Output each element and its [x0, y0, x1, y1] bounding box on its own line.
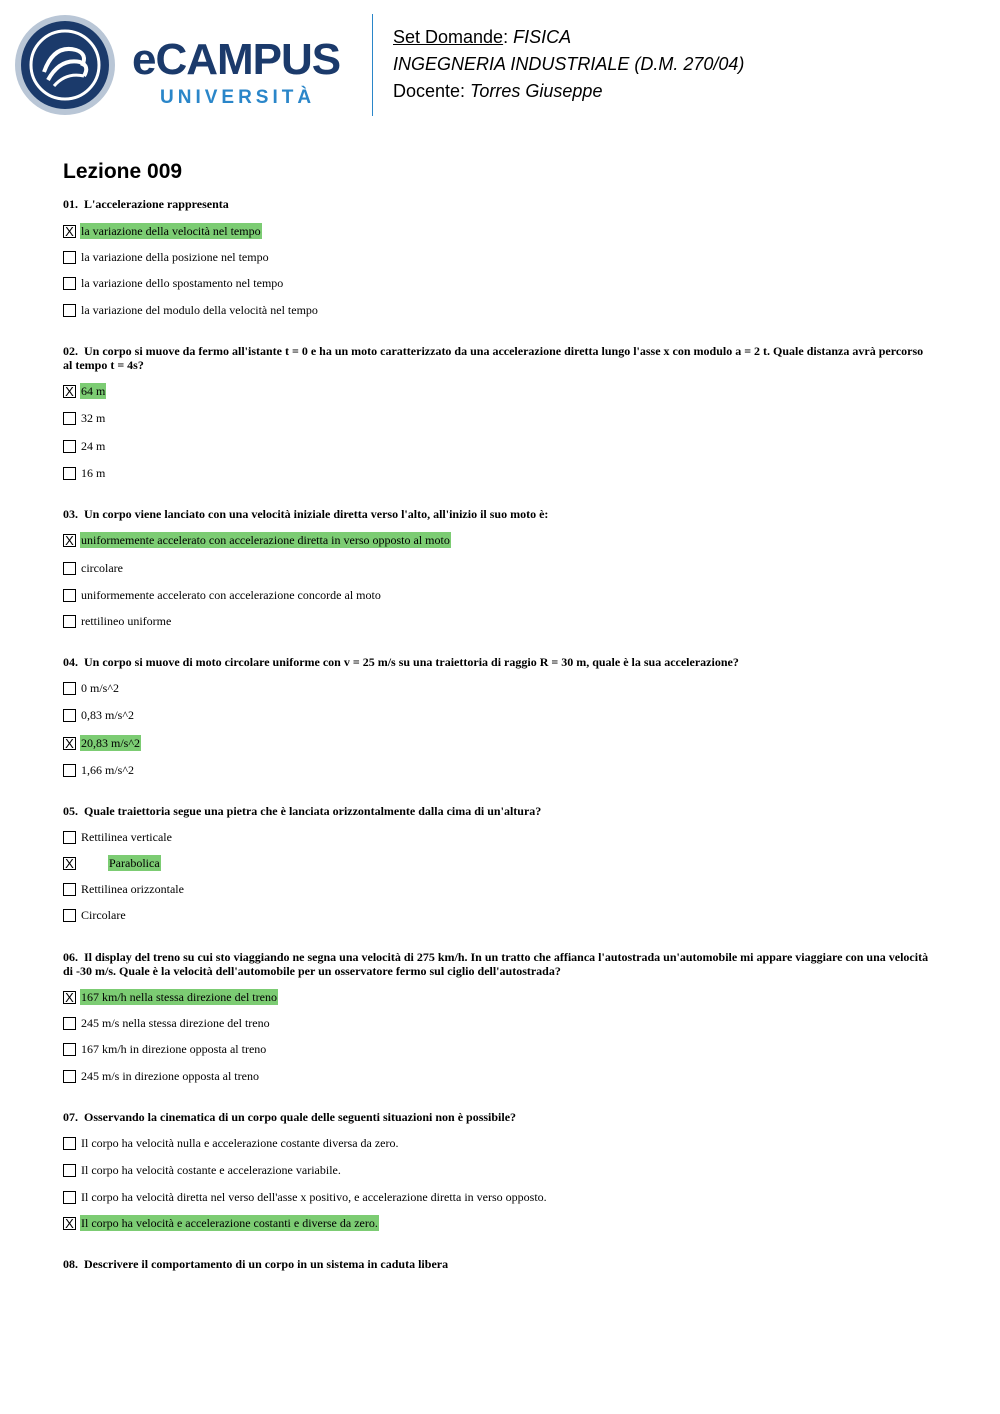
question-title — [63, 804, 933, 818]
checkbox[interactable]: X — [63, 1217, 76, 1230]
subject: FISICA — [513, 27, 572, 47]
set-separator: : — [503, 27, 514, 47]
answer-text: 24 m — [81, 439, 106, 453]
brand-name: eCAMPUS — [132, 35, 341, 84]
answer-text: 16 m — [81, 466, 106, 480]
answer-text: 167 km/h in direzione opposta al treno — [81, 1042, 267, 1056]
question-title — [63, 1110, 933, 1124]
checkbox[interactable] — [63, 562, 76, 575]
answer-option[interactable] — [63, 762, 135, 778]
ecampus-logo-icon — [14, 14, 116, 116]
question-title — [63, 950, 933, 978]
question-number: 06. — [63, 950, 78, 964]
answer-text: 0 m/s^2 — [81, 681, 119, 695]
answer-text: uniformemente accelerato con accelerazione diretta in verso opposto al moto — [81, 533, 450, 547]
answer-option[interactable] — [63, 680, 120, 696]
checkbox[interactable] — [63, 1137, 76, 1150]
question-text: Un corpo si muove da fermo all'istante t = 0 e ha un moto caratterizzato da una accelerazione diretta lungo l'asse x con modulo a = 2 t. Quale distanza avrà percorso al tempo t = 4s? — [63, 344, 924, 372]
answer-option[interactable] — [63, 855, 161, 871]
teacher-line — [393, 78, 744, 105]
checkbox[interactable] — [63, 277, 76, 290]
answer-option[interactable] — [63, 881, 185, 897]
answer-option[interactable] — [63, 438, 106, 454]
answer-option[interactable] — [63, 907, 127, 923]
answer-text: Parabolica — [109, 856, 160, 870]
answer-option[interactable] — [63, 1041, 267, 1057]
answer-option[interactable] — [63, 707, 135, 723]
question-title — [63, 507, 933, 521]
checkbox[interactable] — [63, 682, 76, 695]
question-text: Descrivere il comportamento di un corpo in un sistema in caduta libera — [84, 1257, 449, 1271]
question-title — [63, 344, 933, 372]
set-line — [393, 24, 744, 51]
question-text: Il display del treno su cui sto viaggiando ne segna una velocità di 275 km/h. In un tratto che affianca l'autostrada un'automobile mi appare viaggiare con una velocità di -30 m/s. Quale è la velocità dell'automobile per un osservatore fermo sul ciglio dell'autostrada? — [63, 950, 929, 978]
question-text: L'accelerazione rappresenta — [84, 197, 229, 211]
answer-text: Circolare — [81, 908, 126, 922]
checkbox[interactable] — [63, 1070, 76, 1083]
question-text: Osservando la cinematica di un corpo quale delle seguenti situazioni non è possibile? — [84, 1110, 517, 1124]
answer-option[interactable] — [63, 410, 106, 426]
answer-text: 20,83 m/s^2 — [81, 736, 140, 750]
answer-option[interactable] — [63, 989, 278, 1005]
checkbox[interactable]: X — [63, 857, 76, 870]
checkbox[interactable] — [63, 467, 76, 480]
checkbox[interactable]: X — [63, 225, 76, 238]
teacher-name: Torres Giuseppe — [470, 81, 603, 101]
checkbox[interactable]: X — [63, 991, 76, 1004]
checkbox[interactable] — [63, 909, 76, 922]
answer-option[interactable] — [63, 613, 172, 629]
answer-text: Il corpo ha velocità diretta nel verso dell'asse x positivo, e accelerazione diretta in verso opposto. — [81, 1190, 547, 1204]
answer-text: la variazione della posizione nel tempo — [81, 250, 269, 264]
answer-option[interactable] — [63, 587, 382, 603]
answer-text: la variazione della velocità nel tempo — [81, 224, 261, 238]
answer-text: circolare — [81, 561, 123, 575]
checkbox[interactable] — [63, 589, 76, 602]
lesson-title: Lezione 009 — [63, 160, 183, 183]
question-number: 08. — [63, 1257, 78, 1271]
brand-subtitle: UNIVERSITÀ — [160, 87, 316, 108]
answer-option[interactable] — [63, 532, 451, 548]
checkbox[interactable] — [63, 304, 76, 317]
checkbox[interactable] — [63, 251, 76, 264]
checkbox[interactable]: X — [63, 385, 76, 398]
answer-option[interactable] — [63, 465, 106, 481]
question-number: 03. — [63, 507, 78, 521]
answer-option[interactable] — [63, 275, 284, 291]
answer-text: 64 m — [81, 384, 106, 398]
checkbox[interactable] — [63, 883, 76, 896]
set-label: Set Domande — [393, 27, 504, 47]
set-info — [393, 24, 744, 105]
question-title — [63, 1257, 933, 1271]
answer-option[interactable] — [63, 1135, 400, 1151]
question-text: Quale traiettoria segue una pietra che è lanciata orizzontalmente dalla cima di un'altura? — [84, 804, 542, 818]
page-header — [0, 0, 1000, 130]
header-divider — [372, 14, 373, 116]
answer-option[interactable] — [63, 560, 124, 576]
answer-option[interactable] — [63, 223, 262, 239]
answer-option[interactable] — [63, 829, 173, 845]
answer-text: 32 m — [81, 411, 106, 425]
answer-text: la variazione dello spostamento nel tempo — [81, 276, 284, 290]
answer-text: uniformemente accelerato con accelerazione concorde al moto — [81, 588, 381, 602]
answer-option[interactable] — [63, 735, 141, 751]
checkbox[interactable] — [63, 615, 76, 628]
answer-option[interactable] — [63, 1215, 379, 1231]
checkbox[interactable] — [63, 709, 76, 722]
answer-option[interactable] — [63, 249, 270, 265]
answer-text: la variazione del modulo della velocità nel tempo — [81, 303, 318, 317]
question-title — [63, 197, 933, 211]
checkbox[interactable] — [63, 831, 76, 844]
answer-text: Il corpo ha velocità nulla e accelerazione costante diversa da zero. — [81, 1136, 399, 1150]
answer-option[interactable] — [63, 1068, 260, 1084]
question-text: Un corpo si muove di moto circolare uniforme con v = 25 m/s su una traiettoria di raggio R = 30 m, quale è la sua accelerazione? — [84, 655, 739, 669]
answer-text: Il corpo ha velocità e accelerazione costanti e diverse da zero. — [81, 1216, 378, 1230]
answer-text: Rettilinea verticale — [81, 830, 172, 844]
checkbox[interactable]: X — [63, 534, 76, 547]
checkbox[interactable] — [63, 764, 76, 777]
answer-text: 0,83 m/s^2 — [81, 708, 134, 722]
course-line — [393, 51, 744, 78]
answer-text: 167 km/h nella stessa direzione del treno — [81, 990, 277, 1004]
checkbox[interactable] — [63, 412, 76, 425]
question-number: 04. — [63, 655, 78, 669]
answer-text: rettilineo uniforme — [81, 614, 172, 628]
checkbox[interactable]: X — [63, 737, 76, 750]
answer-text: 245 m/s in direzione opposta al treno — [81, 1069, 259, 1083]
answer-text: 245 m/s nella stessa direzione del treno — [81, 1016, 270, 1030]
question-number: 07. — [63, 1110, 78, 1124]
answer-option[interactable] — [63, 302, 319, 318]
checkbox[interactable] — [63, 1191, 76, 1204]
checkbox[interactable] — [63, 1043, 76, 1056]
answer-text: Rettilinea orizzontale — [81, 882, 184, 896]
answer-option[interactable] — [63, 1015, 271, 1031]
question-title — [63, 655, 933, 669]
checkbox[interactable] — [63, 1164, 76, 1177]
answer-text: Il corpo ha velocità costante e accelerazione variabile. — [81, 1163, 341, 1177]
answer-option[interactable] — [63, 383, 106, 399]
answer-text: 1,66 m/s^2 — [81, 763, 134, 777]
answer-option[interactable] — [63, 1162, 342, 1178]
question-text: Un corpo viene lanciato con una velocità iniziale diretta verso l'alto, all'inizio il suo moto è: — [84, 507, 549, 521]
answer-option[interactable] — [63, 1189, 548, 1205]
checkbox[interactable] — [63, 1017, 76, 1030]
checkbox[interactable] — [63, 440, 76, 453]
teacher-label: Docente: — [393, 81, 471, 101]
question-number: 02. — [63, 344, 78, 358]
question-number: 01. — [63, 197, 78, 211]
course: INGEGNERIA INDUSTRIALE (D.M. 270/04) — [393, 54, 745, 74]
question-number: 05. — [63, 804, 78, 818]
